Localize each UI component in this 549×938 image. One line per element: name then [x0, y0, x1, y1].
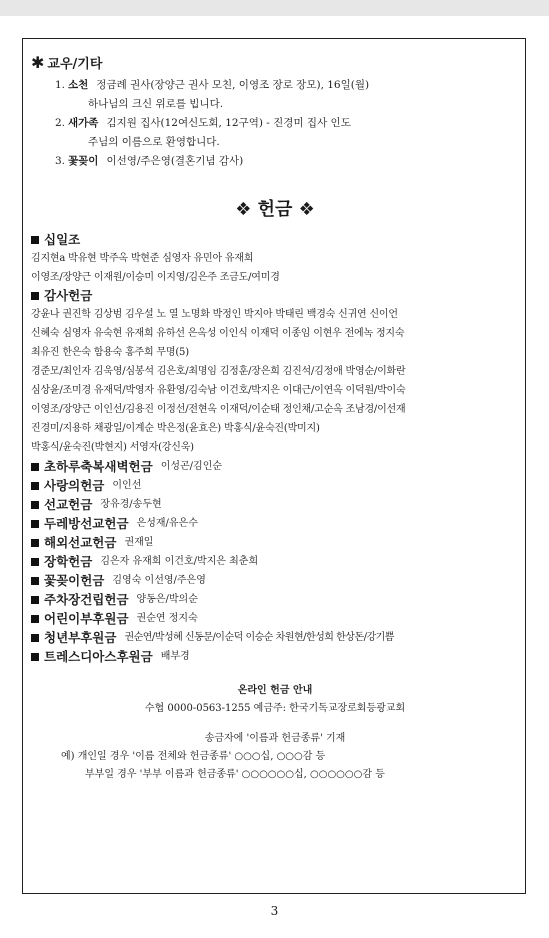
square-bullet-icon	[31, 558, 39, 566]
gyowoo-item-cont: 주님의 이름으로 환영합니다.	[88, 136, 220, 148]
thanks-offering-title: 감사헌금	[31, 287, 519, 305]
offering-heading: ❖ 헌금 ❖	[235, 199, 315, 220]
square-bullet-icon	[31, 236, 39, 244]
asterisk-icon: ✱	[31, 52, 45, 72]
gyowoo-item-cont: 하나님의 크신 위로를 빕니다.	[88, 98, 224, 110]
online-offering-title: 온라인 헌금 안내	[237, 685, 313, 696]
content	[31, 53, 519, 784]
square-bullet-icon	[31, 482, 39, 490]
bank-account: 수협 0000-0563-1255 예금주: 한국기독교장로회등광교회	[144, 703, 406, 714]
example-couple: 부부일 경우 '부부 이름과 헌금종류' ○○○○○○십, ○○○○○○감 등	[85, 769, 385, 780]
gyowoo-item: 2. 새가족 김지원 집사(12여신도회, 12구역) - 진경미 집사 인도	[54, 117, 351, 129]
square-bullet-icon	[31, 539, 39, 547]
square-bullet-icon	[31, 634, 39, 642]
offering-row: 주차장건립헌금 양동은/박의순	[31, 590, 519, 609]
square-bullet-icon	[31, 292, 39, 300]
name-line: 최유진 한은숙 함용숙 홍주희 무명(5)	[31, 347, 189, 358]
square-bullet-icon	[31, 615, 39, 623]
name-line: 이영조/장양근 이재원/이승미 이지영/김은주 조금도/여미경	[31, 272, 280, 283]
gyowoo-item: 1. 소천 정금례 권사(장양근 권사 모친, 이영조 장로 장모), 16일(월)	[54, 79, 370, 91]
name-line: 진경미/지용하 채광일/이계순 박은정(윤효은) 박홍식/윤숙진(박미지)	[31, 423, 320, 434]
name-line: 강윤나 권진학 김상범 김우설 노 열 노명화 박정인 박지아 박태린 백경숙 신귀연 신이언	[31, 309, 398, 320]
square-bullet-icon	[31, 501, 39, 509]
offering-row: 초하루축복새벽헌금 이성곤/김인순	[31, 457, 519, 476]
gyowoo-list	[31, 76, 519, 171]
offering-row: 사랑의헌금 이인선	[31, 476, 519, 495]
name-line: 경준모/최인자 김욱영/심봉석 김은호/최명임 김정훈/장은희 김진석/김정애 박영순/이화란	[31, 366, 406, 377]
offering-row: 어린이부후원금 권순연 정지숙	[31, 609, 519, 628]
name-line: 신혜숙 심영자 유숙현 유재희 유하선 은옥성 이인식 이재덕 이종임 이현우 전에녹 정지숙	[31, 328, 405, 339]
gyowoo-title: ✱ 교우/기타	[31, 52, 103, 72]
square-bullet-icon	[31, 520, 39, 528]
square-bullet-icon	[31, 596, 39, 604]
square-bullet-icon	[31, 577, 39, 585]
name-line: 이영조/장양근 이인선/김용진 이정선/전현옥 이재덕/이순태 정인채/고순옥 조남경/이선재	[31, 404, 406, 415]
name-line: 박홍식/윤숙진(박현지) 서영자(강신욱)	[31, 442, 194, 453]
name-line: 김지현a 박유현 박주옥 박현준 심영자 유민아 유재희	[31, 253, 254, 264]
gyowoo-item: 3. 꽃꽂이 이선영/주은영(결혼기념 감사)	[54, 155, 244, 167]
square-bullet-icon	[31, 463, 39, 471]
bulletin-page	[22, 38, 526, 894]
tithe-title: 십일조	[31, 231, 519, 249]
example-individual: 예) 개인일 경우 '이름 전체와 헌금종류' ○○○십, ○○○감 등	[61, 751, 326, 762]
offering-row: 장학헌금 김은자 유재희 이건호/박지은 최춘희	[31, 552, 519, 571]
offering-row: 트레스디아스후원금 배부경	[31, 647, 519, 666]
name-line: 심상윤/조미경 유재덕/박영자 유환영/김숙남 이건호/박지은 이대근/이연옥 이덕원/박이숙	[31, 385, 406, 396]
offering-row: 꽃꽂이헌금 김영숙 이선영/주은영	[31, 571, 519, 590]
send-instruction: 송금자에 '이름과 헌금종류' 기재	[204, 733, 346, 744]
offering-row: 해외선교헌금 권재일	[31, 533, 519, 552]
page-number: 3	[270, 904, 279, 918]
top-bar	[0, 0, 549, 16]
offering-row: 두레방선교헌금 은성재/유은수	[31, 514, 519, 533]
offering-row: 선교헌금 장유경/송두현	[31, 495, 519, 514]
square-bullet-icon	[31, 653, 39, 661]
offering-row: 청년부후원금 권순연/박성혜 신동문/이순덕 이승순 차원현/한성희 한상돈/강기쁨	[31, 628, 519, 647]
